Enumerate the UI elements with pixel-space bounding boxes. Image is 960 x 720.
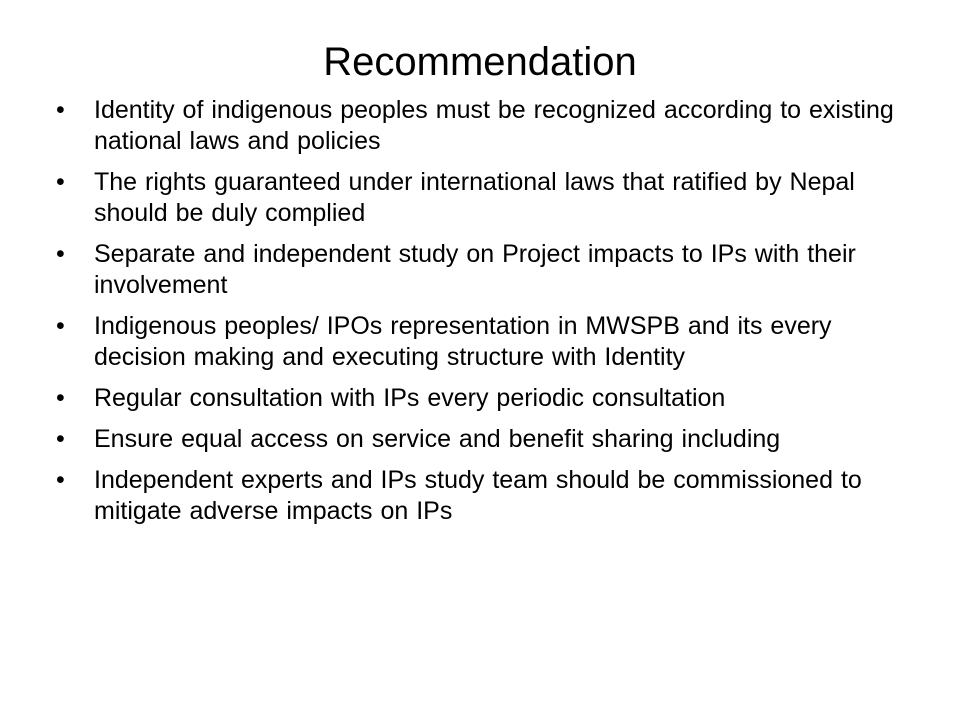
- bullet-icon: •: [56, 96, 65, 124]
- bullet-text: Ensure equal access on service and benefit sharing including: [94, 425, 781, 453]
- bullet-text: Regular consultation with IPs every periodic consultation: [94, 384, 726, 412]
- bullet-text: Separate and independent study on Project impacts to IPs with their involvement: [94, 240, 856, 299]
- bullet-icon: •: [56, 466, 65, 494]
- bullet-text: The rights guaranteed under international laws that ratified by Nepal should be duly complied: [94, 168, 855, 227]
- bullet-icon: •: [56, 168, 65, 196]
- slide-title: Recommendation: [323, 40, 637, 84]
- bullet-list: [56, 95, 916, 537]
- bullet-item: [56, 311, 916, 373]
- bullet-item: [56, 465, 916, 527]
- bullet-item: [56, 383, 916, 414]
- bullet-item: [56, 167, 916, 229]
- bullet-item: [56, 239, 916, 301]
- bullet-text: Indigenous peoples/ IPOs representation in MWSPB and its every decision making and executing structure with Identity: [94, 312, 832, 371]
- bullet-text: Identity of indigenous peoples must be recognized according to existing national laws and policies: [94, 96, 894, 155]
- bullet-icon: •: [56, 384, 65, 412]
- bullet-item: [56, 95, 916, 157]
- bullet-icon: •: [56, 240, 65, 268]
- bullet-icon: •: [56, 425, 65, 453]
- bullet-icon: •: [56, 312, 65, 340]
- bullet-item: [56, 424, 916, 455]
- bullet-text: Independent experts and IPs study team should be commissioned to mitigate adverse impacts on IPs: [94, 466, 862, 525]
